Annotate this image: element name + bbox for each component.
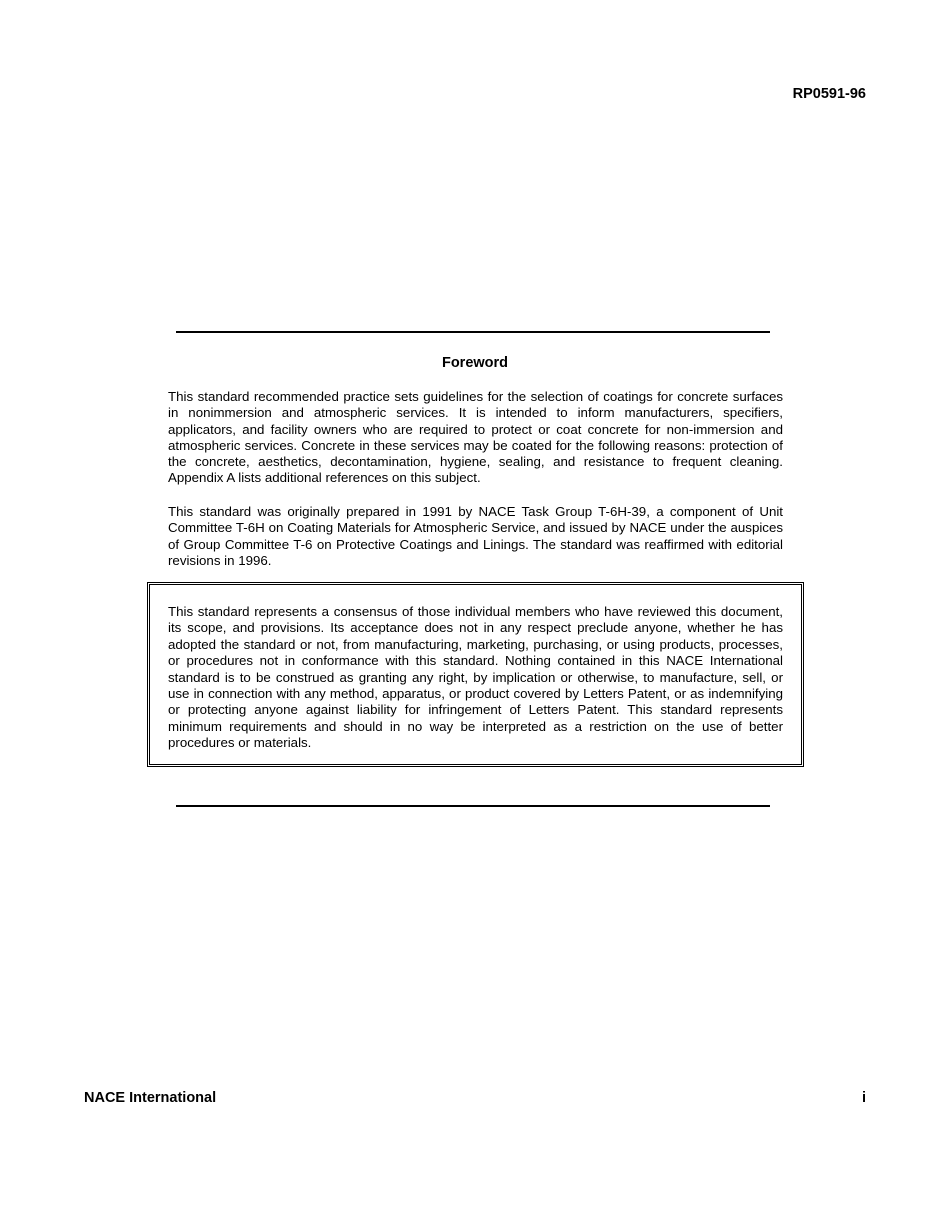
notice-box: [147, 582, 804, 767]
bottom-horizontal-rule: [176, 805, 770, 807]
footer-organization: NACE International: [84, 1090, 217, 1106]
top-horizontal-rule: [176, 331, 770, 333]
foreword-title: Foreword: [441, 355, 509, 371]
foreword-paragraph-2: This standard was originally prepared in 1991 by NACE Task Group T-6H-39, a component of Unit Committee T-6H on Coating Materials for Atmospheric Service, and issued by NACE under the auspices of Group Committee T-6 on Protective Coatings and Linings. The standard was reaffirmed with editorial revisions in 1996.: [168, 504, 783, 568]
foreword-paragraph-1: This standard recommended practice sets guidelines for the selection of coatings for concrete surfaces in nonimmersion and atmospheric services. It is intended to inform manufacturers, specifiers, applicators, and facility owners who are required to protect or coat concrete for non-immersion and atmospheric services. Concrete in these services may be coated for the following reasons: protection of the concrete, aesthetics, decontamination, hygiene, sealing, and resistance to frequent cleaning. Appendix A lists additional references on this subject.: [168, 389, 783, 486]
footer-page-number: i: [861, 1090, 866, 1106]
document-number: RP0591-96: [792, 86, 866, 102]
notice-text: This standard represents a consensus of those individual members who have reviewed this document, its scope, and provisions. Its acceptance does not in any respect preclude anyone, whether he has adopted the standard or not, from manufacturing, marketing, purchasing, or using products, processes, or procedures not in conformance with this standard. Nothing contained in this NACE International standard is to be construed as granting any right, by implication or otherwise, to manufacture, sell, or use in connection with any method, apparatus, or product covered by Letters Patent, or as indemnifying or protecting anyone against liability for infringement of Letters Patent. This standard represents minimum requirements and should in no way be interpreted as a restriction on the use of better procedures or materials.: [168, 604, 783, 751]
